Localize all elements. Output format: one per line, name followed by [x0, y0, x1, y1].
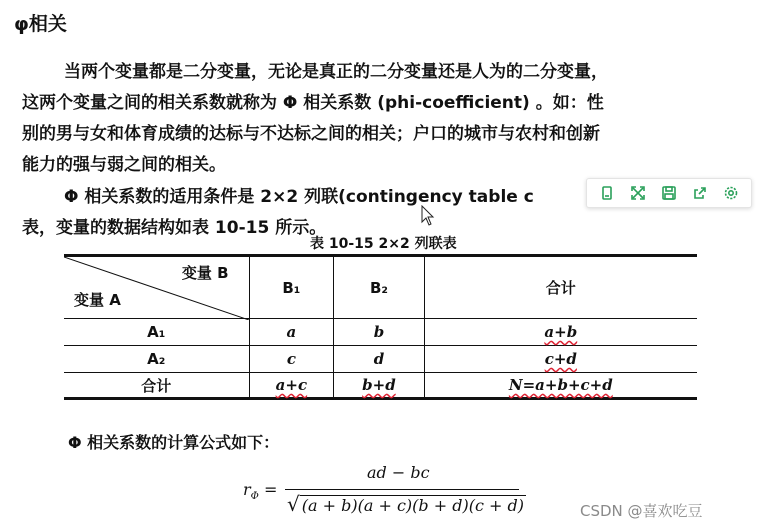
table-corner-cell [64, 256, 249, 319]
column-header: B₂ [334, 256, 424, 319]
formula-denominator [287, 492, 526, 516]
table-total-row [64, 373, 697, 399]
table-cell: b [334, 319, 424, 346]
formula-label: Φ 相关系数的计算公式如下： [68, 433, 280, 452]
table-row [64, 346, 697, 373]
corner-label-variable-a: 变量 A [74, 291, 121, 309]
formula-equals: = [263, 480, 278, 499]
column-header: B₁ [249, 256, 334, 319]
condition-line: Φ 相关系数的适用条件是 2×2 列联(contingency table c [64, 187, 534, 207]
intro-line: 能力的强与弱之间的相关。 [22, 155, 226, 175]
intro-line: 别的男与女和体育成绩的达标与不达标之间的相关；户口的城市与农村和创新 [22, 124, 600, 144]
formula-lhs-symbol: r [243, 480, 251, 499]
radical-sign: √ [287, 492, 300, 516]
image-toolbar [586, 178, 752, 208]
row-label: 合计 [64, 373, 249, 399]
corner-label-variable-b: 变量 B [181, 264, 229, 282]
source-watermark: CSDN @喜欢吃豆 [580, 502, 703, 520]
condition-line: 表，变量的数据结构如表 10-15 所示。 [22, 218, 327, 238]
radicand: (a + b)(a + c)(b + d)(c + d) [301, 496, 524, 515]
save-icon[interactable] [658, 182, 680, 204]
mouse-cursor-icon [421, 205, 435, 227]
formula-numerator: ad − bc [367, 463, 430, 482]
share-icon[interactable] [689, 182, 711, 204]
table-cell: c+d [424, 346, 697, 373]
condition-paragraph [22, 182, 534, 244]
table-row [64, 319, 697, 346]
fraction-bar [285, 489, 519, 490]
table-cell: a+b [424, 319, 697, 346]
table-header-row [64, 256, 697, 319]
intro-line: 这两个变量之间的相关系数就称为 Φ 相关系数 (phi-coefficient) 。如：性 [22, 93, 604, 113]
column-header: 合计 [424, 256, 697, 319]
expand-icon[interactable] [627, 182, 649, 204]
copy-icon[interactable] [596, 182, 618, 204]
table-cell: b+d [334, 373, 424, 399]
row-label: A₂ [64, 346, 249, 373]
table-caption: 表 10-15 2×2 列联表 [310, 236, 457, 252]
table-cell: d [334, 346, 424, 373]
table-cell: N=a+b+c+d [424, 373, 697, 399]
intro-paragraph [22, 57, 608, 181]
formula-lhs-subscript: Φ [250, 491, 259, 503]
contingency-table [64, 254, 697, 400]
table-cell: c [249, 346, 334, 373]
intro-line: 当两个变量都是二分变量，无论是真正的二分变量还是人为的二分变量， [64, 62, 608, 82]
settings-icon[interactable] [720, 182, 742, 204]
table-cell: a [249, 319, 334, 346]
table-cell: a+c [249, 373, 334, 399]
formula-lhs [243, 480, 277, 502]
row-label: A₁ [64, 319, 249, 346]
page-heading: φ相关 [14, 13, 67, 35]
